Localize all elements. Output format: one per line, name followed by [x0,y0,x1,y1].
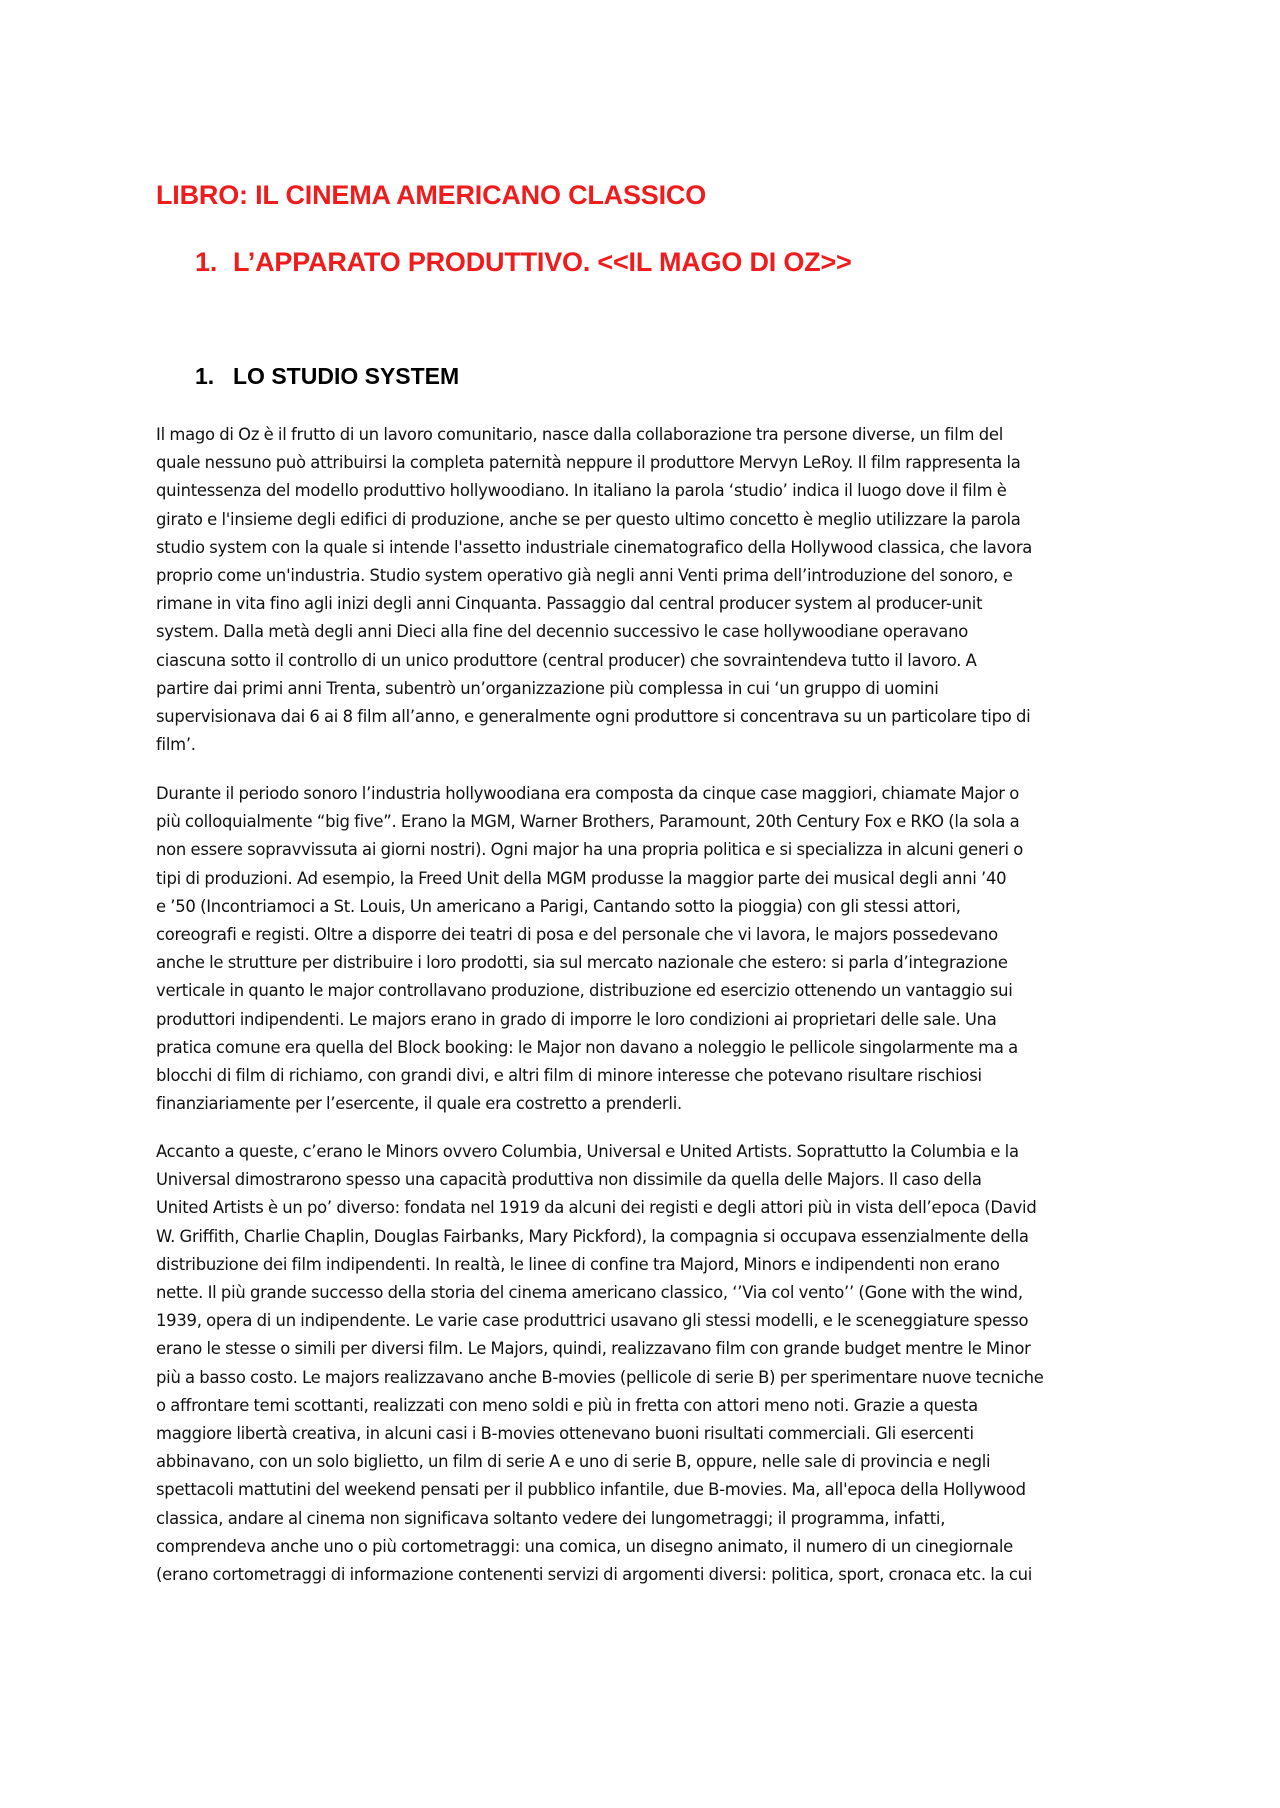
paragraph-line: comprendeva anche uno o più cortometraggi: una comica, un disegno animato, il numero di un cinegiornale [156,1536,1013,1556]
paragraph-line: rimane in vita fino agli inizi degli anni Cinquanta. Passaggio dal central producer system al producer-unit [156,594,983,614]
paragraph-line: quintessenza del modello produttivo hollywoodiano. In italiano la parola ‘studio’ indica il luogo dove il film è [156,481,1007,501]
paragraph-line: partire dai primi anni Trenta, subentrò un’organizzazione più complessa in cui ‘un gruppo di uomini [156,678,939,698]
paragraph-line: ciascuna sotto il controllo di un unico produttore (central producer) che sovraintendeva tutto il lavoro. A [156,650,977,670]
paragraph-line: girato e l'insieme degli edifici di produzione, anche se per questo ultimo concetto è meglio utilizzare la parola [156,509,1021,529]
paragraph-line: W. Griffith, Charlie Chaplin, Douglas Fairbanks, Mary Pickford), la compagnia si occupava essenzialmente della [156,1226,1029,1246]
paragraph-line: non essere sopravvissuta ai giorni nostri). Ogni major ha una propria politica e si specializza in alcuni generi o [156,840,1023,860]
paragraph-line: più colloquialmente “big five”. Erano la MGM, Warner Brothers, Paramount, 20th Century Fox e RKO (la sola a [156,812,1020,832]
paragraph-line: e ’50 (Incontriamoci a St. Louis, Un americano a Parigi, Cantando sotto la pioggia) con gli stessi attori, [156,896,961,916]
paragraph-line: erano le stesse o simili per diversi film. Le Majors, quindi, realizzavano film con grande budget mentre le Minor [156,1339,1031,1359]
paragraph-line: abbinavano, con un solo biglietto, un film di serie A e uno di serie B, oppure, nelle sale di provincia e negli [156,1452,991,1472]
chapter-heading [195,247,852,278]
section-heading [195,363,459,390]
paragraph-line: (erano cortometraggi di informazione contenenti servizi di argomenti diversi: politica, sport, cronaca etc. la cui [156,1565,1033,1585]
document-title: LIBRO: IL CINEMA AMERICANO CLASSICO [156,180,706,210]
paragraph-line: system. Dalla metà degli anni Dieci alla fine del decennio successivo le case hollywoodiane operavano [156,622,969,642]
paragraph-3 [156,1138,1146,1589]
paragraph-line: quale nessuno può attribuirsi la completa paternità neppure il produttore Mervyn LeRoy. Il film rappresenta la [156,453,1021,473]
paragraph-line: proprio come un'industria. Studio system operativo già negli anni Venti prima dell’introduzione del sonoro, e [156,566,1013,586]
paragraph-line: Universal dimostrarono spesso una capacità produttiva non dissimile da quella delle Majors. Il caso della [156,1170,982,1190]
paragraph-line: distribuzione dei film indipendenti. In realtà, le linee di confine tra Majord, Minors e indipendenti non erano [156,1254,1000,1274]
paragraph-line: o affrontare temi scottanti, realizzati con meno soldi e più in fretta con attori meno noti. Grazie a questa [156,1395,978,1415]
paragraph-line: anche le strutture per distribuire i loro prodotti, sia sul mercato nazionale che estero: si parla d’integrazione [156,953,1008,973]
paragraph-line: pratica comune era quella del Block booking: le Major non davano a noleggio le pellicole singolarmente ma a [156,1037,1018,1057]
paragraph-line: nette. Il più grande successo della storia del cinema americano classico, ‘’Via col vento’’ (Gone with the wind, [156,1283,1023,1303]
paragraph-line: 1939, opera di un indipendente. Le varie case produttrici usavano gli stessi modelli, e le sceneggiature spesso [156,1311,1029,1331]
paragraph-line: tipi di produzioni. Ad esempio, la Freed Unit della MGM produsse la maggior parte dei musical degli anni ’40 [156,868,1007,888]
paragraph-line: Il mago di Oz è il frutto di un lavoro comunitario, nasce dalla collaborazione tra persone diverse, un film del [156,425,1003,444]
paragraph-line: classica, andare al cinema non significava soltanto vedere dei lungometraggi; il programma, infatti, [156,1508,946,1528]
chapter-title: L’APPARATO PRODUTTIVO. <<IL MAGO DI OZ>> [233,247,852,277]
paragraph-line: più a basso costo. Le majors realizzavano anche B-movies (pellicole di serie B) per sperimentare nuove tecniche [156,1367,1044,1387]
paragraph-line: studio system con la quale si intende l'assetto industriale cinematografico della Hollywood classica, che lavora [156,537,1033,557]
paragraph-line: film’. [156,735,196,755]
paragraph-line: verticale in quanto le major controllavano produzione, distribuzione ed esercizio ottenendo un vantaggio sui [156,981,1013,1001]
paragraph-1 [156,421,1146,759]
chapter-number: 1. [195,247,218,277]
paragraph-line: spettacoli mattutini del weekend pensati per il pubblico infantile, due B-movies. Ma, all'epoca della Hollywood [156,1480,1026,1500]
section-number: 1. [195,363,215,389]
paragraph-line: blocchi di film di richiamo, con grandi divi, e altri film di minore interesse che potevano risultare rischiosi [156,1066,982,1086]
paragraph-line: finanziariamente per l’esercente, il quale era costretto a prenderli. [156,1094,682,1114]
paragraph-line: produttori indipendenti. Le majors erano in grado di imporre le loro condizioni ai proprietari delle sale. Una [156,1009,997,1029]
paragraph-line: United Artists è un po’ diverso: fondata nel 1919 da alcuni dei registi e degli attori più in vista dell’epoca (David [156,1198,1037,1218]
paragraph-line: coreografi e registi. Oltre a disporre dei teatri di posa e del personale che vi lavora, le majors possedevano [156,925,998,945]
paragraph-line: Durante il periodo sonoro l’industria hollywoodiana era composta da cinque case maggiori, chiamate Major o [156,784,1020,803]
paragraph-line: Accanto a queste, c’erano le Minors ovvero Columbia, Universal e United Artists. Soprattutto la Columbia e la [156,1142,1019,1161]
paragraph-2 [156,780,1146,1118]
section-title: LO STUDIO SYSTEM [233,363,460,389]
paragraph-line: maggiore libertà creativa, in alcuni casi i B-movies ottenevano buoni risultati commerciali. Gli esercenti [156,1424,974,1444]
paragraph-line: supervisionava dai 6 ai 8 film all’anno, e generalmente ogni produttore si concentrava su un particolare tipo di [156,707,1031,727]
